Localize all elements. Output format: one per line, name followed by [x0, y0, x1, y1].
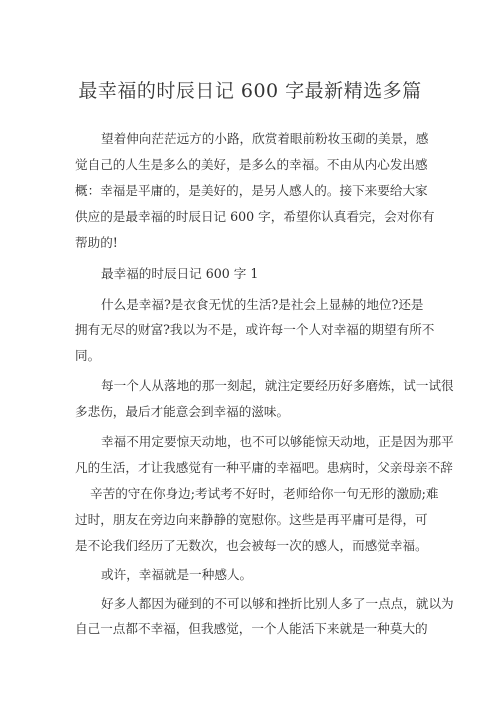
text-line: 觉自己的人生是多么的美好，是多么的幸福。不由从内心发出感 [75, 157, 428, 172]
text-line: 凡的生活，才让我感觉有一种平庸的幸福吧。患病时，父亲母亲不辞 [75, 460, 453, 475]
text-line: 过时，朋友在旁边向来静静的宽慰你。这些是再平庸可是得，可 [75, 512, 428, 527]
text-line: 好多人都因为碰到的不可以够和挫折比别人多了一点点，就以为 [101, 596, 454, 611]
text-line: 什么是幸福?是衣食无忧的生活?是社会上显赫的地位?还是 [101, 297, 424, 312]
text-line: 多悲伤，最后才能意会到幸福的滋味。 [75, 404, 290, 419]
text-line: 拥有无尽的财富?我以为不是，或许每一个人对幸福的期望有所不 [75, 322, 435, 337]
section-heading: 最幸福的时辰日记 600 字 1 [101, 266, 259, 281]
text-line: 自己一点都不幸福，但我感觉，一个人能活下来就是一种莫大的 [75, 621, 428, 636]
text-line: 幸福不用定要惊天动地，也不可以够能惊天动地，正是因为那平 [101, 434, 454, 449]
text-line: 概：幸福是平庸的，是美好的，是另人感人的。接下来要给大家 [75, 183, 428, 198]
text-line: 或许，幸福就是一种感人。 [101, 567, 253, 582]
text-line: 帮助的! [75, 235, 118, 250]
text-line: 辛苦的守在你身边;考试考不好时，老师给你一句无形的激励;难 [90, 486, 439, 501]
text-line: 是不论我们经历了无数次，也会被每一次的感人，而感觉幸福。 [75, 538, 428, 553]
text-line: 每一个人从落地的那一刻起，就注定要经历好多磨炼，试一试很 [101, 378, 454, 393]
document-title: 最幸福的时辰日记 600 字最新精选多篇 [78, 80, 422, 102]
text-line: 望着伸向茫茫远方的小路，欣赏着眼前粉妆玉砌的美景，感 [101, 131, 429, 146]
text-line: 供应的是最幸福的时辰日记 600 字，希望你认真看完，会对你有 [75, 209, 435, 224]
text-line: 同。 [75, 348, 101, 363]
